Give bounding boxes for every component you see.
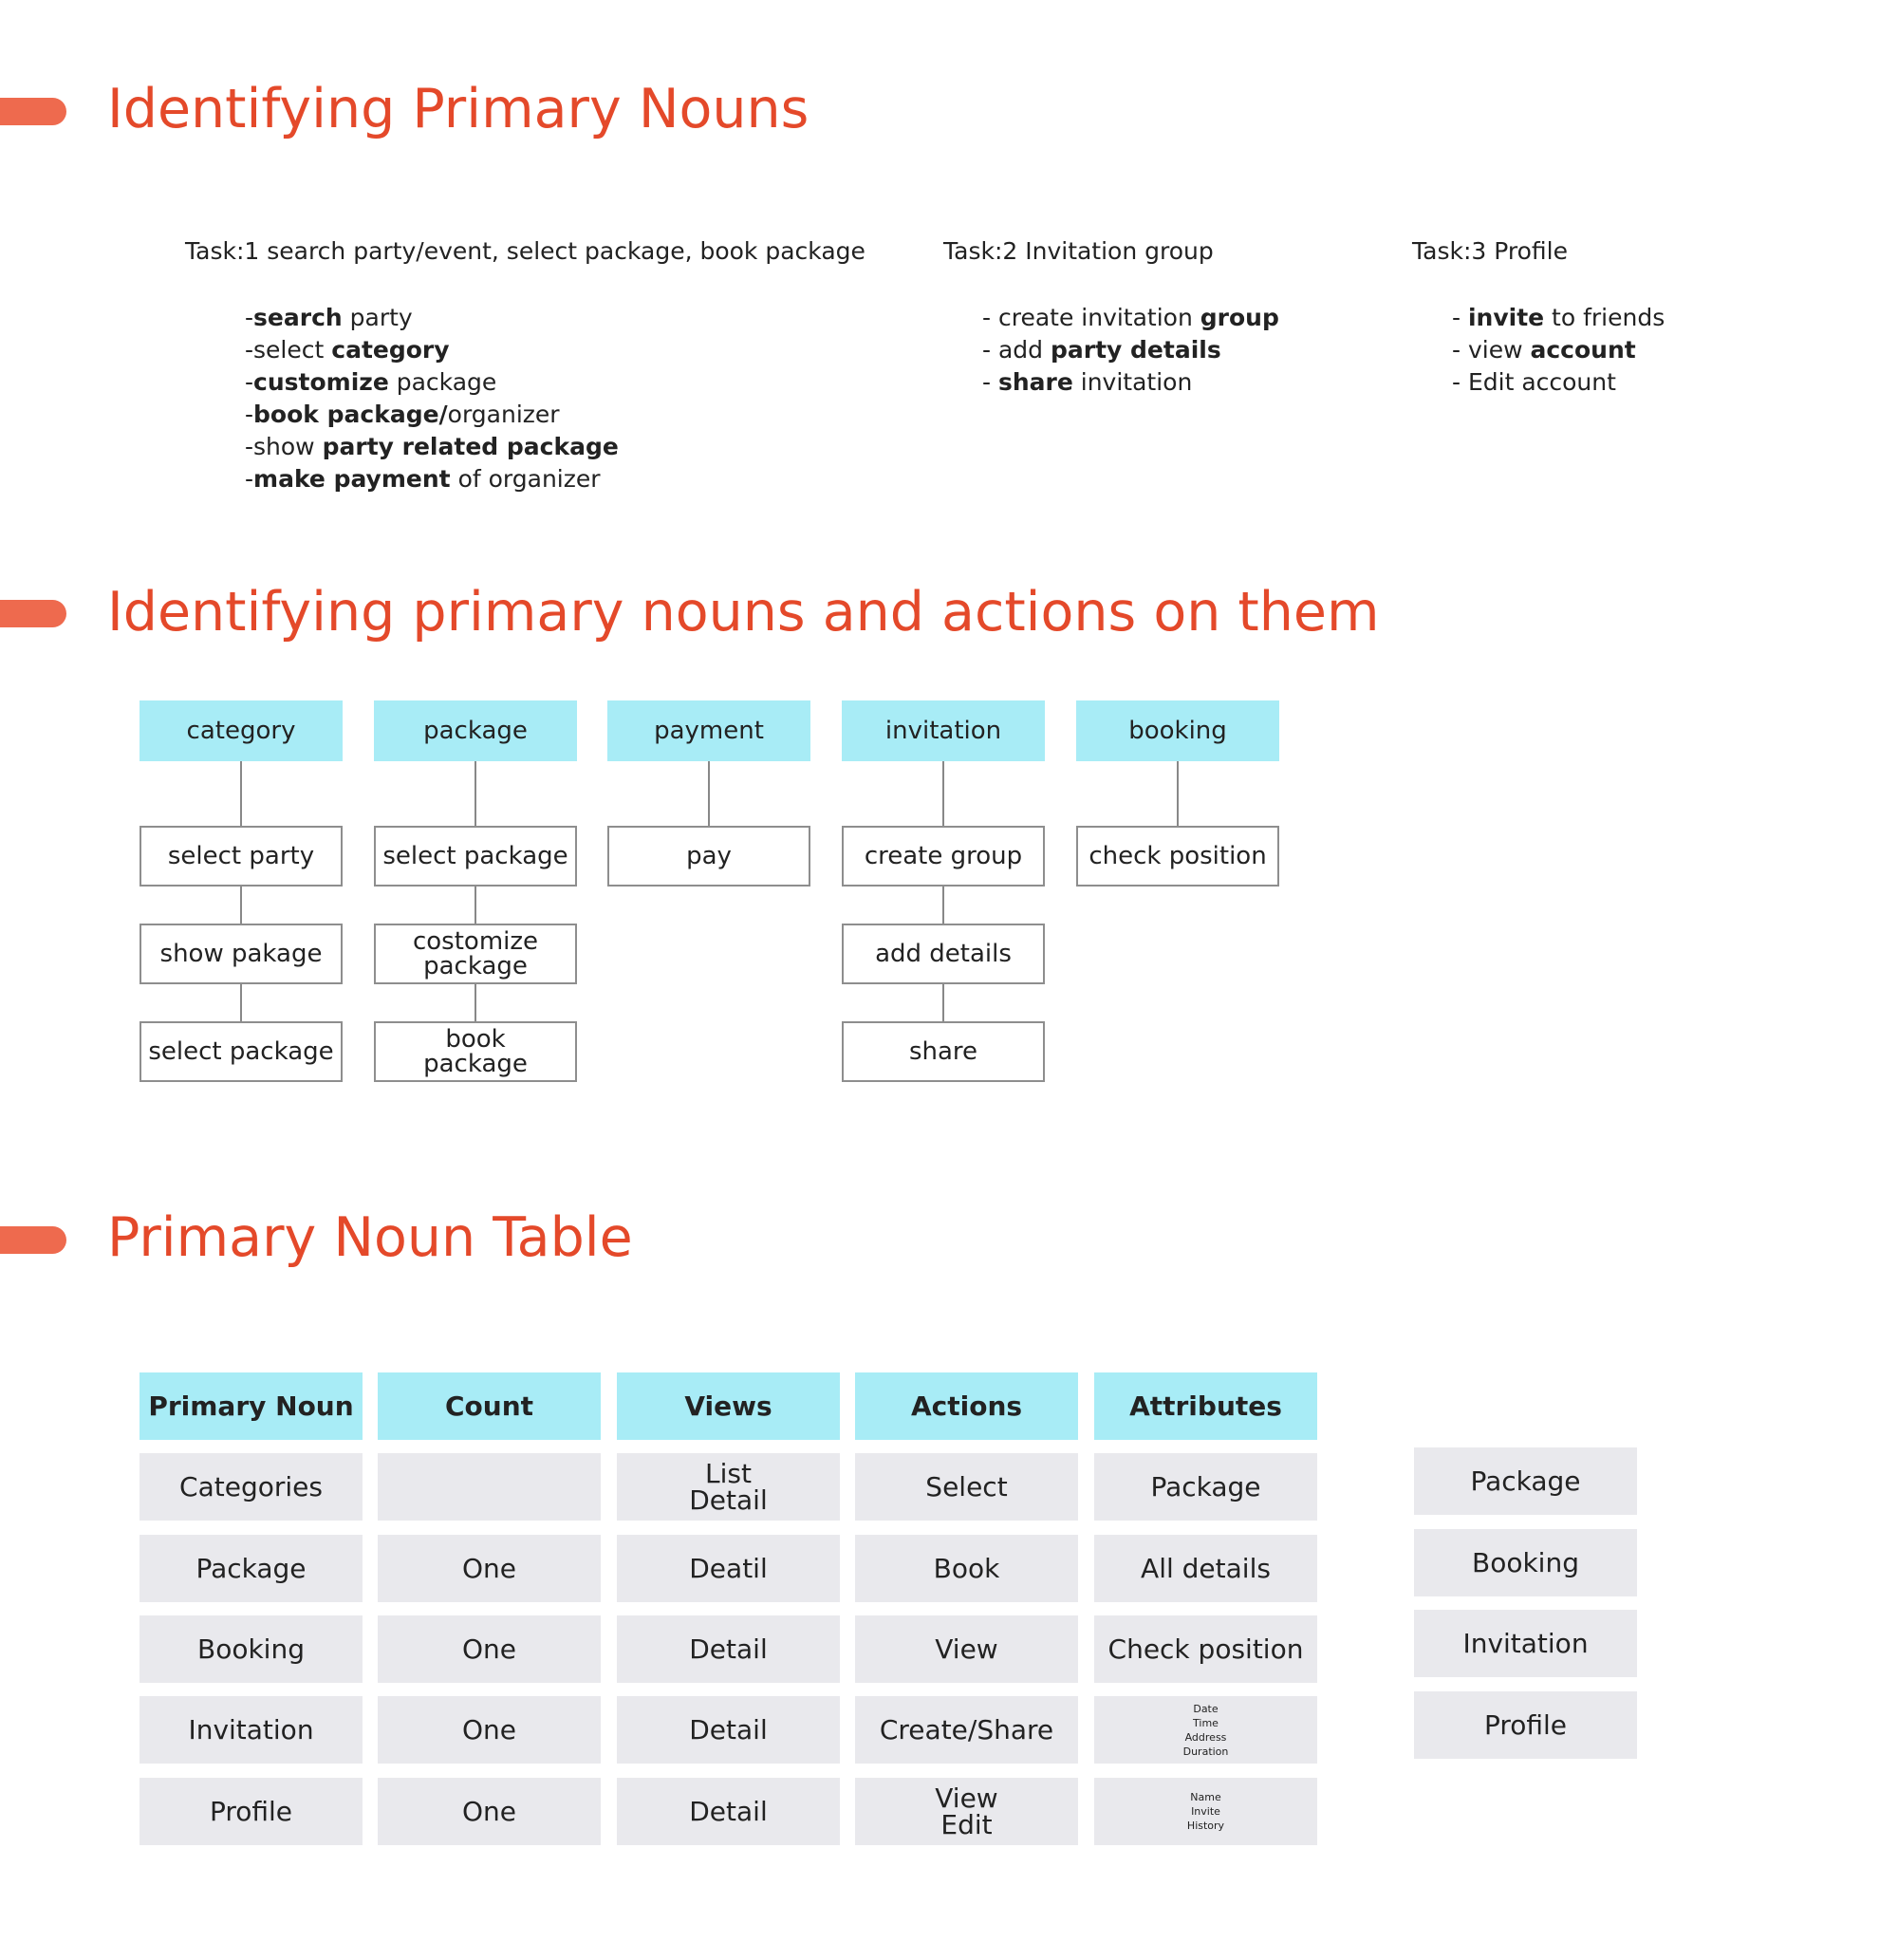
task-keyword: party related package	[322, 433, 619, 460]
side-list-item: Invitation	[1414, 1610, 1637, 1677]
task-text: party	[342, 304, 413, 331]
task-text: - Edit account	[1452, 368, 1616, 396]
connector-line	[474, 984, 476, 1021]
text-line: Time	[1193, 1716, 1219, 1729]
task-text: of organizer	[450, 465, 601, 493]
text-line: add details	[875, 940, 1012, 968]
connector-line	[240, 887, 242, 924]
table-cell	[378, 1453, 601, 1521]
text-line: Edit	[940, 1808, 993, 1840]
task-text: -	[1452, 304, 1468, 331]
connector-line	[942, 761, 944, 826]
table-header: Actions	[855, 1372, 1078, 1440]
text-line: book	[445, 1025, 506, 1054]
task-text: -	[245, 465, 254, 493]
noun-box-category: category	[140, 700, 343, 761]
task-keyword: customize	[253, 368, 389, 396]
action-box	[140, 924, 343, 984]
action-box	[607, 826, 810, 887]
table-cell: Invitation	[140, 1696, 363, 1764]
task-keyword: invite	[1467, 304, 1545, 331]
task-text: -	[982, 368, 998, 396]
task-title-2: Task:2 Invitation group	[943, 237, 1214, 265]
task-keyword: account	[1530, 336, 1636, 364]
table-cell	[1094, 1778, 1317, 1845]
table-header: Primary Noun	[140, 1372, 363, 1440]
connector-line	[240, 984, 242, 1021]
task-keyword: make payment	[253, 465, 451, 493]
action-box	[374, 1021, 577, 1082]
table-cell: One	[378, 1615, 601, 1683]
table-cell: Deatil	[617, 1535, 840, 1602]
table-cell	[1094, 1696, 1317, 1764]
task-keyword: book package/	[253, 401, 448, 428]
table-cell: One	[378, 1696, 601, 1764]
table-cell: Book	[855, 1535, 1078, 1602]
noun-box-booking: booking	[1076, 700, 1279, 761]
task-text: invitation	[1072, 368, 1193, 396]
text-line: select package	[148, 1037, 334, 1066]
noun-box-package: package	[374, 700, 577, 761]
task-keyword: category	[331, 336, 450, 364]
task-text: organizer	[447, 401, 560, 428]
table-cell: Booking	[140, 1615, 363, 1683]
side-list-item: Booking	[1414, 1529, 1637, 1596]
task-text: -show	[245, 433, 323, 460]
action-box	[842, 826, 1045, 887]
table-header: Attributes	[1094, 1372, 1317, 1440]
table-cell	[617, 1453, 840, 1521]
text-line: select package	[382, 842, 568, 870]
table-cell: Detail	[617, 1615, 840, 1683]
text-line: share	[908, 1037, 978, 1066]
table-cell: One	[378, 1778, 601, 1845]
task-text: to friends	[1544, 304, 1665, 331]
task-keyword: search	[253, 304, 343, 331]
action-box	[374, 826, 577, 887]
task-keyword: share	[997, 368, 1073, 396]
table-cell: One	[378, 1535, 601, 1602]
table-header: Count	[378, 1372, 601, 1440]
text-line: Invite	[1191, 1805, 1220, 1818]
text-line: select party	[167, 842, 315, 870]
task-text: -	[245, 401, 254, 428]
text-line: costomize	[412, 927, 539, 956]
task-text: -select	[245, 336, 332, 364]
text-line: check position	[1089, 842, 1267, 870]
text-line: View	[935, 1782, 998, 1814]
table-cell: View	[855, 1615, 1078, 1683]
table-cell: Profile	[140, 1778, 363, 1845]
section-title-2: Identifying primary nouns and actions on them	[107, 581, 1380, 644]
task-keyword: party details	[1050, 336, 1221, 364]
text-line: package	[423, 1050, 528, 1078]
section-title-3: Primary Noun Table	[107, 1206, 633, 1269]
action-box	[842, 1021, 1045, 1082]
connector-line	[474, 887, 476, 924]
action-box	[842, 924, 1045, 984]
noun-box-invitation: invitation	[842, 700, 1045, 761]
action-box	[374, 924, 577, 984]
task-text: - create invitation	[982, 304, 1200, 331]
noun-box-payment: payment	[607, 700, 810, 761]
connector-line	[942, 887, 944, 924]
section-title-1: Identifying Primary Nouns	[107, 78, 809, 140]
side-list-item: Profile	[1414, 1691, 1637, 1759]
table-header: Views	[617, 1372, 840, 1440]
connector-line	[240, 761, 242, 826]
text-line: show pakage	[159, 940, 323, 968]
text-line: Detail	[689, 1484, 768, 1516]
table-cell: Detail	[617, 1778, 840, 1845]
task-text: -	[245, 368, 254, 396]
connector-line	[474, 761, 476, 826]
connector-line	[1177, 761, 1179, 826]
text-line: Address	[1184, 1730, 1227, 1744]
text-line: Name	[1190, 1791, 1221, 1803]
section-marker-3	[0, 1226, 66, 1254]
task-title-1: Task:1 search party/event, select package, book package	[185, 237, 865, 265]
connector-line	[708, 761, 710, 826]
text-line: pay	[686, 842, 732, 870]
action-box	[140, 1021, 343, 1082]
table-cell: All details	[1094, 1535, 1317, 1602]
task-keyword: group	[1200, 304, 1279, 331]
table-cell	[855, 1778, 1078, 1845]
text-line: History	[1186, 1820, 1225, 1832]
text-line: package	[423, 952, 528, 980]
text-line: Duration	[1182, 1745, 1229, 1758]
text-line: Date	[1193, 1702, 1219, 1715]
side-list-item: Package	[1414, 1447, 1637, 1515]
connector-line	[942, 984, 944, 1021]
text-line: create group	[864, 842, 1023, 870]
task-text: - add	[982, 336, 1051, 364]
task-text: -	[245, 304, 254, 331]
table-cell: Check position	[1094, 1615, 1317, 1683]
task-text: - view	[1452, 336, 1531, 364]
table-cell: Select	[855, 1453, 1078, 1521]
task-title-3: Task:3 Profile	[1412, 237, 1568, 265]
text-line: List	[705, 1457, 752, 1489]
action-box	[1076, 826, 1279, 887]
action-box	[140, 826, 343, 887]
table-cell: Create/Share	[855, 1696, 1078, 1764]
table-cell: Categories	[140, 1453, 363, 1521]
task-text: package	[388, 368, 497, 396]
table-cell: Package	[140, 1535, 363, 1602]
table-cell: Detail	[617, 1696, 840, 1764]
table-cell: Package	[1094, 1453, 1317, 1521]
